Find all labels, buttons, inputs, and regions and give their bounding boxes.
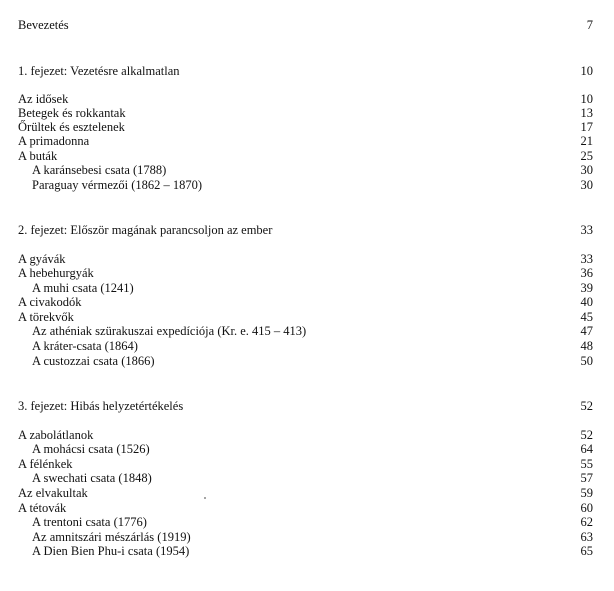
entry-title: A gyávák (18, 252, 66, 266)
toc-subentry (18, 544, 593, 559)
toc-chapter-heading (18, 64, 593, 79)
toc-subentry (18, 442, 593, 457)
entry-page: 55 (580, 457, 593, 471)
entry-page: 40 (580, 295, 593, 309)
entry-title: Őrültek és esztelenek (18, 120, 125, 134)
entry-title: A törekvők (18, 310, 74, 324)
chapter-page: 52 (580, 399, 593, 413)
chapter-page: 33 (580, 223, 593, 237)
entry-title: Az elvakultak (18, 486, 88, 500)
chapter-page: 10 (580, 64, 593, 78)
toc-chapter-heading (18, 223, 593, 238)
subentry-page: 30 (580, 178, 593, 192)
chapter-title: 3. fejezet: Hibás helyzetértékelés (18, 399, 184, 413)
toc-intro-title: Bevezetés (18, 18, 69, 32)
toc-chapter-heading (18, 399, 593, 414)
chapter-title: 1. fejezet: Vezetésre alkalmatlan (18, 64, 180, 78)
subentry-title: Az athéniak szürakuszai expedíciója (Kr. e. 415 – 413) (32, 324, 307, 338)
entry-title: A hebehurgyák (18, 266, 94, 280)
subentry-page: 64 (580, 442, 593, 456)
toc-intro-page: 7 (586, 18, 593, 32)
toc-subentry (18, 354, 593, 369)
scan-speck (204, 497, 206, 499)
entry-title: Betegek és rokkantak (18, 106, 126, 120)
entry-title: A civakodók (18, 295, 82, 309)
subentry-page: 50 (580, 354, 593, 368)
subentry-title: A custozzai csata (1866) (32, 354, 155, 368)
toc-subentry (18, 515, 593, 530)
subentry-title: A Dien Bien Phu-i csata (1954) (32, 544, 190, 558)
toc-intro (18, 18, 593, 33)
chapter-title: 2. fejezet: Először magának parancsoljon az ember (18, 223, 273, 237)
toc-entry (18, 252, 593, 267)
toc-subentry (18, 530, 593, 545)
toc-subentry (18, 281, 593, 296)
toc-subentry (18, 178, 593, 193)
toc-entry (18, 501, 593, 516)
entry-title: A buták (18, 149, 58, 163)
entry-title: A zabolátlanok (18, 428, 94, 442)
toc-entry (18, 428, 593, 443)
subentry-title: A mohácsi csata (1526) (32, 442, 150, 456)
toc-entry (18, 457, 593, 472)
toc-subentry (18, 339, 593, 354)
subentry-title: A kráter-csata (1864) (32, 339, 138, 353)
subentry-page: 65 (580, 544, 593, 558)
entry-title: Az idősek (18, 92, 69, 106)
entry-page: 52 (580, 428, 593, 442)
subentry-title: A karánsebesi csata (1788) (32, 163, 167, 177)
toc-entry (18, 310, 593, 325)
subentry-title: A trentoni csata (1776) (32, 515, 147, 529)
subentry-page: 30 (580, 163, 593, 177)
subentry-page: 47 (580, 324, 593, 338)
entry-page: 33 (580, 252, 593, 266)
toc-subentry (18, 324, 593, 339)
subentry-page: 62 (580, 515, 593, 529)
subentry-title: A muhi csata (1241) (32, 281, 134, 295)
entry-page: 13 (580, 106, 593, 120)
toc-entry (18, 134, 593, 149)
subentry-page: 39 (580, 281, 593, 295)
subentry-title: A swechati csata (1848) (32, 471, 152, 485)
entry-page: 21 (580, 134, 593, 148)
entry-page: 17 (580, 120, 593, 134)
entry-title: A félénkek (18, 457, 73, 471)
subentry-page: 63 (580, 530, 593, 544)
subentry-page: 57 (580, 471, 593, 485)
toc-subentry (18, 163, 593, 178)
subentry-title: Az amnitszári mészárlás (1919) (32, 530, 191, 544)
toc-entry (18, 120, 593, 135)
toc-entry (18, 149, 593, 164)
subentry-page: 48 (580, 339, 593, 353)
entry-page: 60 (580, 501, 593, 515)
toc-entry (18, 486, 593, 501)
entry-page: 10 (580, 92, 593, 106)
entry-page: 36 (580, 266, 593, 280)
toc-subentry (18, 471, 593, 486)
toc-entry (18, 106, 593, 121)
entry-page: 59 (580, 486, 593, 500)
entry-page: 25 (580, 149, 593, 163)
entry-page: 45 (580, 310, 593, 324)
toc-entry (18, 266, 593, 281)
entry-title: A primadonna (18, 134, 90, 148)
subentry-title: Paraguay vérmezői (1862 – 1870) (32, 178, 203, 192)
toc-entry (18, 295, 593, 310)
toc-entry (18, 92, 593, 107)
entry-title: A tétovák (18, 501, 67, 515)
